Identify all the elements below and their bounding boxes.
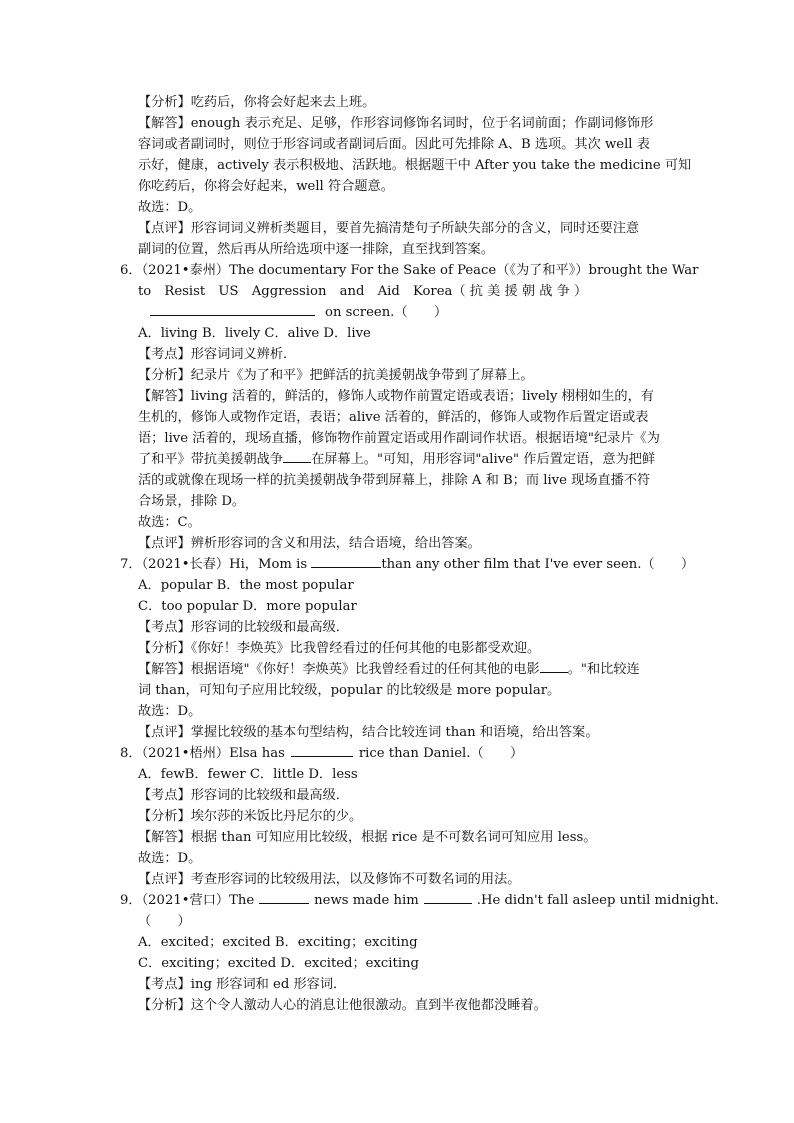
answer-blank — [283, 450, 311, 463]
knowledge-point: 【考点】ing 形容词和 ed 形容词． — [138, 977, 347, 992]
question-9-options: C．exciting；excited D．excited；exciting — [138, 956, 419, 971]
knowledge-point: 【考点】形容词词义辨析． — [138, 347, 297, 362]
answer-line: 【解答】living 活着的，鲜活的，修饰人或物作前置定语或表语；lively 栩栩如生的，有 — [138, 389, 654, 404]
knowledge-point: 【考点】形容词的比较级和最高级． — [138, 788, 349, 803]
question-6-options: A．living B．lively C．alive D．live — [138, 326, 371, 341]
answer-line: 你吃药后，你将会好起来，well 符合题意。 — [138, 179, 394, 194]
analysis-line: 【分析】这个令人激动人心的消息让他很激动。直到半夜他都没睡着。 — [138, 998, 547, 1013]
document-page — [0, 92, 794, 1016]
answer-line: 了和平》带抗美援朝战争 在屏幕上。"可知，用形容词"alive" 作后置定语，意为把鲜 — [138, 452, 656, 467]
analysis-line: 【分析】纪录片《为了和平》把鲜活的抗美援朝战争带到了屏幕上。 — [138, 368, 534, 383]
question-8-stem: 8．（2021•梧州）Elsa has rice than Daniel.（ ） — [120, 746, 524, 761]
comment-line: 【点评】形容词词义辨析类题目，要首先搞清楚句子所缺失部分的含义，同时还要注意 — [138, 221, 640, 236]
analysis-line: 【分析】吃药后，你将会好起来去上班。 — [138, 95, 376, 110]
question-7-stem: 7．（2021•长春）Hi，Mom is than any other film that I've ever seen.（ ） — [120, 557, 695, 572]
question-6-stem: on screen.（ ） — [0, 302, 794, 323]
answer-blank — [259, 891, 309, 904]
question-9-stem: （ ） — [138, 914, 191, 929]
answer-blank — [291, 744, 353, 757]
answer-line: 【解答】enough 表示充足、足够，作形容词修饰名词时，位于名词前面；作副词修饰形 — [138, 116, 654, 131]
question-9-options: A．excited；excited B．exciting；exciting — [138, 935, 418, 950]
answer-line: 【解答】根据 than 可知应用比较级，根据 rice 是不可数名词可知应用 less。 — [138, 830, 597, 845]
comment-line: 【点评】辨析形容词的含义和用法，结合语境，给出答案。 — [138, 536, 481, 551]
answer-line: 生机的，修饰人或物作定语，表语；alive 活着的，鲜活的，修饰人或物作后置定语或表 — [138, 410, 649, 425]
analysis-line: 【分析】埃尔莎的米饭比丹尼尔的少。 — [138, 809, 363, 824]
answer-line: 示好，健康，actively 表示积极地、活跃地。根据题干中 After you take the medicine 可知 — [138, 158, 692, 173]
question-6-stem: to Resist US Aggression and Aid Korea（ 抗 美 援 朝 战 争 ） — [138, 284, 588, 299]
answer-line: 活的或就像在现场一样的抗美援朝战争带到屏幕上，排除 A 和 B；而 live 现场直播不符 — [138, 473, 651, 488]
answer-line: 容词或者副词时，则位于形容词或者副词后面。因此可先排除 A、B 选项。其次 well 表 — [138, 137, 650, 152]
choice-line: 故选：C。 — [138, 515, 201, 530]
choice-line: 故选：D。 — [138, 704, 202, 719]
answer-blank — [540, 660, 568, 673]
answer-blank — [150, 303, 315, 316]
comment-line: 【点评】考查形容词的比较级用法，以及修饰不可数名词的用法。 — [138, 872, 521, 887]
answer-line: 词 than，可知句子应用比较级，popular 的比较级是 more popular。 — [138, 683, 561, 698]
answer-line: 语；live 活着的，现场直播，修饰物作前置定语或用作副词作状语。根据语境"纪录片《为 — [138, 431, 660, 446]
comment-line: 【点评】掌握比较级的基本句型结构，结合比较连词 than 和语境，给出答案。 — [138, 725, 599, 740]
choice-line: 故选：D。 — [138, 200, 202, 215]
question-6-stem: 6．（2021•泰州）The documentary For the Sake of Peace（《为了和平》）brought the War — [120, 263, 699, 278]
comment-line: 副词的位置，然后再从所给选项中逐一排除，直至找到答案。 — [138, 242, 495, 257]
answer-line: 合场景，排除 D。 — [138, 494, 246, 509]
question-7-options: C．too popular D．more popular — [138, 599, 357, 614]
question-7-options: A．popular B．the most popular — [138, 578, 354, 593]
answer-blank — [424, 891, 472, 904]
question-9-stem: 9．（2021•营口）The news made him .He didn't fall asleep until midnight. — [120, 893, 719, 908]
knowledge-point: 【考点】形容词的比较级和最高级． — [138, 620, 349, 635]
answer-blank — [311, 555, 381, 568]
question-8-options: A．fewB．fewer C．little D．less — [138, 767, 358, 782]
answer-line: 【解答】根据语境"《你好！李焕英》比我曾经看过的任何其他的电影 。"和比较连 — [138, 662, 640, 677]
choice-line: 故选：D。 — [138, 851, 202, 866]
analysis-line: 【分析】《你好！李焕英》比我曾经看过的任何其他的电影都受欢迎。 — [138, 641, 541, 656]
